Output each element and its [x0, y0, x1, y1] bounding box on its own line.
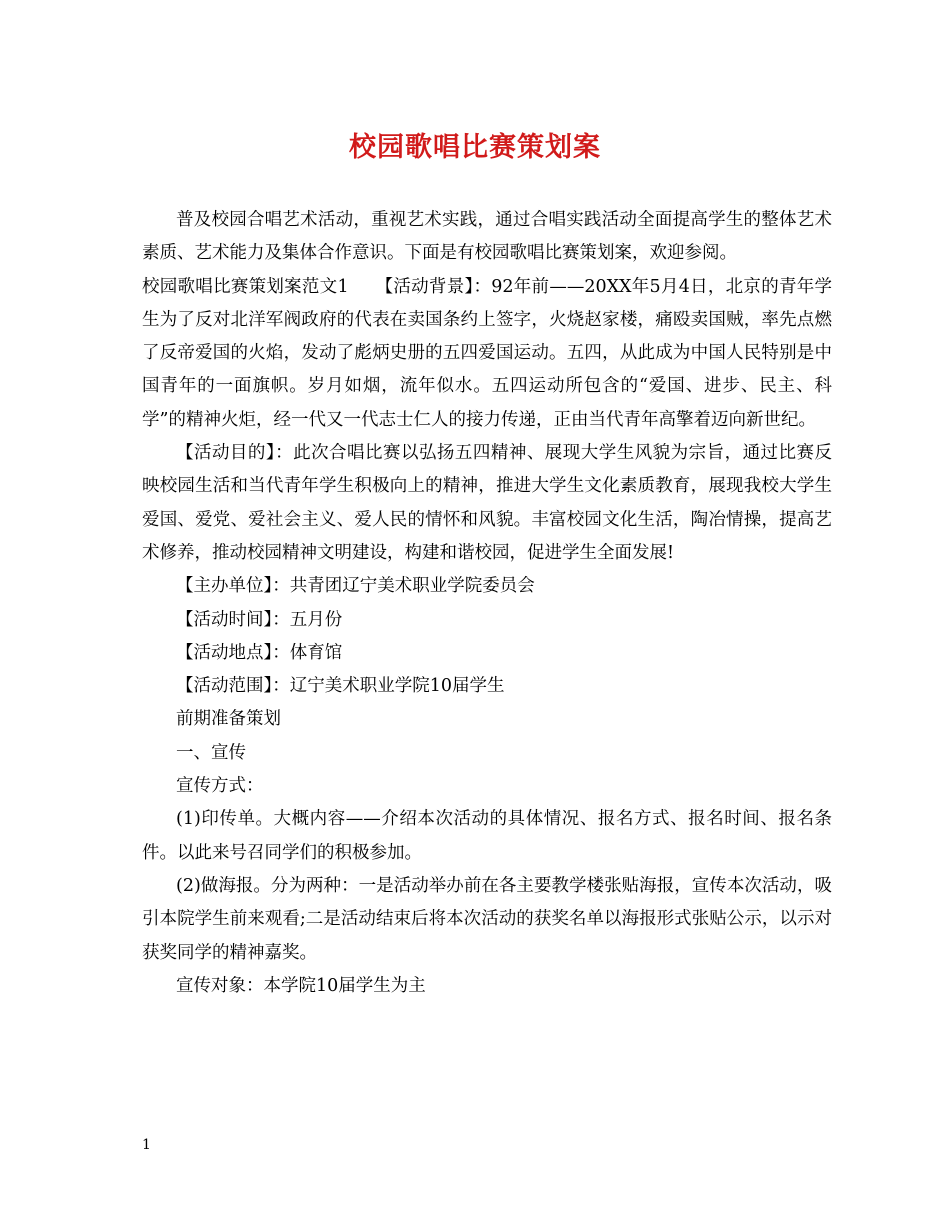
- method-1-paragraph: (1)印传单。大概内容——介绍本次活动的具体情况、报名方式、报名时间、报名条件。以此来号召同学们的积极参加。: [142, 809, 832, 863]
- scope-line: 【活动范围】：辽宁美术职业学院10届学生: [176, 676, 505, 697]
- time-line: 【活动时间】：五月份: [176, 609, 343, 630]
- purpose-paragraph: 【活动目的】：此次合唱比赛以弘扬五四精神、展现大学生风貌为宗旨，通过比赛反映校园生活和当代青年学生积极向上的精神，推进大学生文化素质教育，展现我校大学生爱国、爱党、爱社会主义、爱人民的情怀和风貌。丰富校园文化生活，陶冶情操，提高艺术修养，推动校园精神文明建设，构建和谐校园，促进学生全面发展!: [142, 443, 832, 563]
- method-2-paragraph: (2)做海报。分为两种：一是活动举办前在各主要教学楼张贴海报，宣传本次活动，吸引本院学生前来观看;二是活动结束后将本次活动的获奖名单以海报形式张贴公示，以示对获奖同学的精神嘉奖。: [142, 875, 832, 963]
- target-line: 宣传对象：本学院10届学生为主: [176, 975, 426, 996]
- page-title: 校园歌唱比赛策划案: [349, 132, 601, 163]
- method-label: 宣传方式：: [176, 776, 264, 797]
- background-paragraph: 校园歌唱比赛策划案范文1 【活动背景】：92年前——20XX年5月4日，北京的青年学生为了反对北洋军阀政府的代表在卖国条约上签字，火烧赵家楼，痛殴卖国贼，率先点燃了反帝爱国的火焰，发动了彪炳史册的五四爱国运动。五四，从此成为中国人民特别是中国青年的一面旗帜。岁月如烟，流年似水。五四运动所包含的“爱国、进步、民主、科学”的精神火炬，经一代又一代志士仁人的接力传递，正由当代青年高擎着迈向新世纪。: [142, 276, 832, 430]
- intro-paragraph: 普及校园合唱艺术活动，重视艺术实践，通过合唱实践活动全面提高学生的整体艺术素质、艺术能力及集体合作意识。下面是有校园歌唱比赛策划案，欢迎参阅。: [142, 210, 832, 264]
- organizer-line: 【主办单位】：共青团辽宁美术职业学院委员会: [176, 576, 535, 597]
- section-one-heading: 一、宣传: [176, 742, 246, 763]
- prep-heading: 前期准备策划: [176, 709, 281, 730]
- location-line: 【活动地点】：体育馆: [176, 642, 343, 663]
- document-body: [142, 204, 832, 1003]
- page-number: 1: [142, 1137, 151, 1153]
